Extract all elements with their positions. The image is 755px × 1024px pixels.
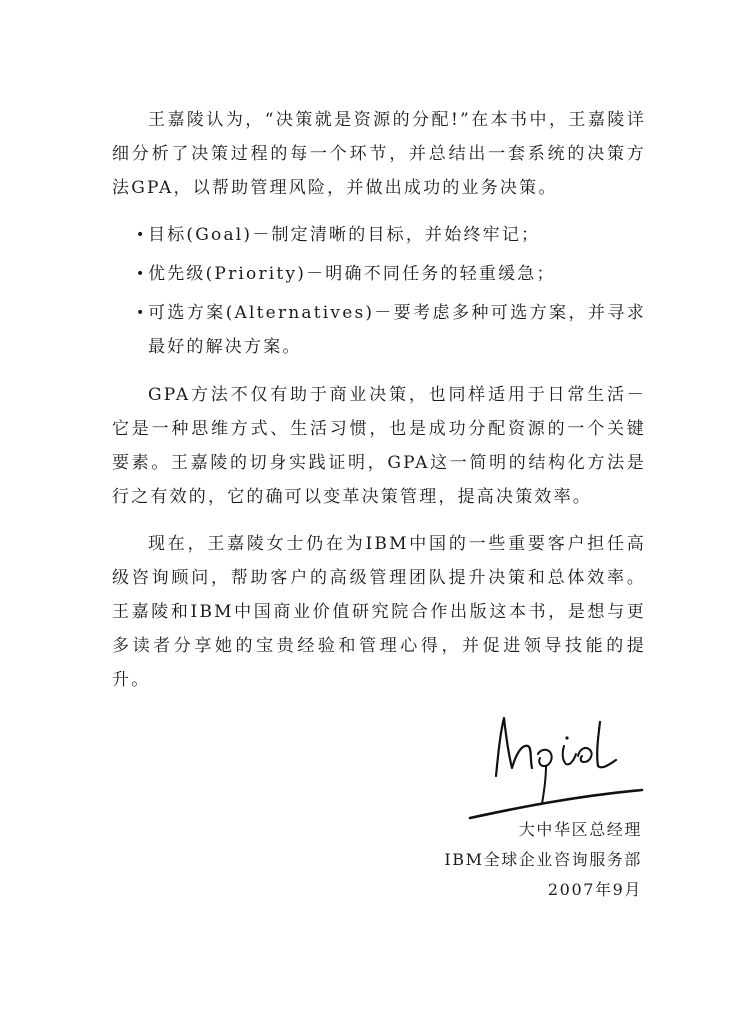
preface-paragraph-1-block	[112, 103, 646, 205]
preface-paragraph-2: GPA方法不仅有助于商业决策，也同样适用于日常生活－它是一种思维方式、生活习惯，也是成功分配资源的一个关键要素。王嘉陵的切身实践证明，GPA这一简明的结构化方法是行之有效的，它的确可以变革决策管理，提高决策效率。	[112, 385, 646, 507]
signer-department: IBM全球企业咨询服务部	[444, 850, 642, 869]
preface-paragraph-1: 王嘉陵认为，“决策就是资源的分配!”在本书中，王嘉陵详细分析了决策过程的每一个环节，并总结出一套系统的决策方法GPA，以帮助管理风险，并做出成功的业务决策。	[112, 110, 646, 198]
signer-title: 大中华区总经理	[518, 820, 642, 839]
gpa-bullet-list	[112, 218, 646, 364]
bullet-item-alternatives	[112, 296, 646, 364]
bullet-text-priority: 优先级(Priority)－明确不同任务的轻重缓急；	[148, 264, 556, 284]
sign-off-block	[444, 815, 642, 905]
handwritten-signature	[466, 708, 656, 826]
bullet-text-alternatives: 可选方案(Alternatives)－要考虑多种可选方案，并寻求最好的解决方案。	[148, 303, 646, 357]
bullet-item-priority	[112, 257, 646, 291]
bullet-dot-icon: •	[136, 305, 147, 321]
preface-paragraph-3: 现在，王嘉陵女士仍在为IBM中国的一些重要客户担任高级咨询顾问，帮助客户的高级管理团队提升决策和总体效率。王嘉陵和IBM中国商业价值研究院合作出版这本书，是想与更多读者分享她的宝贵经验和管理心得，并促进领导技能的提升。	[112, 534, 646, 690]
bullet-item-goal	[112, 218, 646, 252]
bullet-text-goal: 目标(Goal)－制定清晰的目标，并始终牢记；	[148, 225, 541, 245]
sign-off-date: 2007年9月	[547, 880, 642, 899]
bullet-dot-icon: •	[136, 227, 147, 243]
gpa-bullet-block	[112, 218, 646, 369]
bullet-dot-icon: •	[136, 266, 147, 282]
preface-paragraph-3-block	[112, 527, 646, 697]
preface-paragraph-2-block	[112, 378, 646, 514]
